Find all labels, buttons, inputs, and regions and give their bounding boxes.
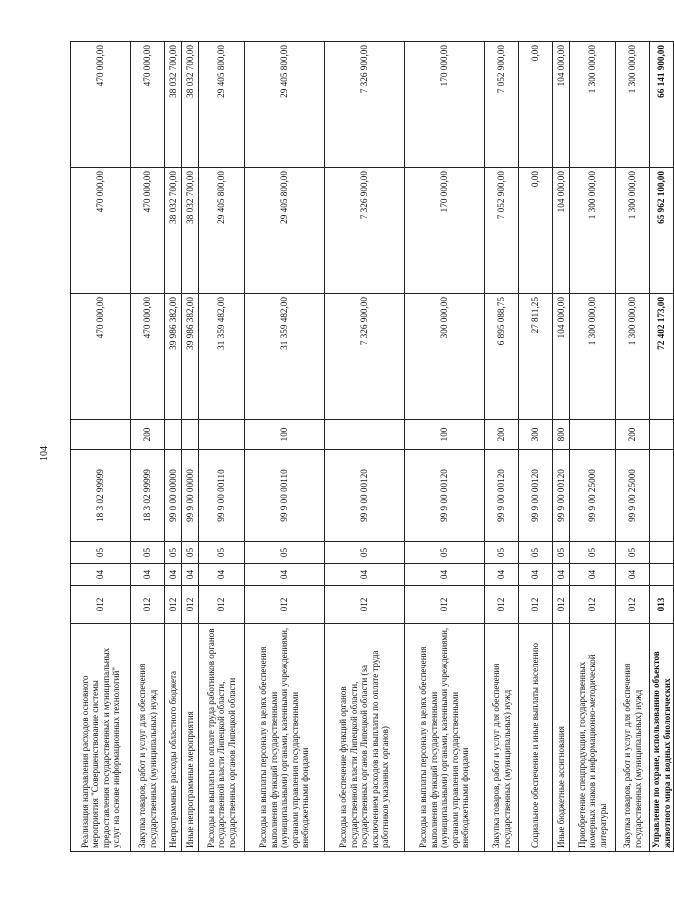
expense-name-cell: Закупка товаров, работ и услуг для обеспечения государственных (муниципальных) нужд — [131, 624, 165, 852]
section-code-cell: 04 — [519, 564, 553, 586]
table-row — [131, 42, 165, 852]
expense-type-cell — [71, 420, 131, 450]
amount-year1-cell: 27 811,25 — [519, 294, 553, 420]
target-article-cell: 99 9 00 00110 — [245, 450, 325, 542]
target-article-cell: 99 0 00 00000 — [165, 450, 182, 542]
table-row — [519, 42, 553, 852]
expense-name-cell: Закупка товаров, работ и услуг для обеспечения государственных (муниципальных) нужд — [616, 624, 650, 852]
ministry-code-cell: 012 — [131, 586, 165, 624]
amount-year1-cell: 470 000,00 — [71, 294, 131, 420]
amount-year3-cell: 170 000,00 — [405, 42, 485, 168]
target-article-cell: 99 9 00 00120 — [485, 450, 519, 542]
section-code-cell: 04 — [165, 564, 182, 586]
expense-type-cell: 300 — [519, 420, 553, 450]
table-row — [199, 42, 245, 852]
amount-year3-cell: 38 032 700,00 — [165, 42, 182, 168]
subsection-code-cell: 05 — [570, 542, 616, 564]
expense-type-cell: 100 — [245, 420, 325, 450]
amount-year3-cell: 29 405 800,00 — [199, 42, 245, 168]
table-row — [245, 42, 325, 852]
expense-name-cell: Приобретение спецпродукции, государственных номерных знаков и информационно-методической литературы — [570, 624, 616, 852]
expense-type-cell — [165, 420, 182, 450]
subsection-code-cell: 05 — [325, 542, 405, 564]
table-row — [182, 42, 199, 852]
rotated-page-content — [70, 42, 672, 852]
expense-name-cell: Непрограммные расходы областного бюджета — [165, 624, 182, 852]
amount-year3-cell: 470 000,00 — [71, 42, 131, 168]
expense-name-cell: Реализация направления расходов основного мероприятия "Совершенствование системы предоставления государственных и муниципальных услуг на основе информационных технологий" — [71, 624, 131, 852]
table-row — [325, 42, 405, 852]
subsection-code-cell: 05 — [199, 542, 245, 564]
section-code-cell: 04 — [199, 564, 245, 586]
amount-year2-cell: 7 052 900,00 — [485, 168, 519, 294]
expense-type-cell — [182, 420, 199, 450]
amount-year2-cell: 470 000,00 — [71, 168, 131, 294]
amount-year3-cell: 7 052 900,00 — [485, 42, 519, 168]
expense-type-cell: 100 — [405, 420, 485, 450]
expense-type-cell: 200 — [616, 420, 650, 450]
ministry-code-cell: 013 — [650, 586, 674, 624]
ministry-code-cell: 012 — [199, 586, 245, 624]
amount-year1-cell: 300 000,00 — [405, 294, 485, 420]
amount-year1-cell: 31 359 482,00 — [245, 294, 325, 420]
expense-type-cell — [570, 420, 616, 450]
target-article-cell: 18 3 02 99999 — [71, 450, 131, 542]
expense-name-cell: Расходы на выплаты персоналу в целях обеспечения выполнения функций государственными (муниципальными) органами, казенными учреждениями, органами управления государственными внебюджетными фондами — [245, 624, 325, 852]
amount-year3-cell: 29 405 800,00 — [245, 42, 325, 168]
target-article-cell — [650, 450, 674, 542]
amount-year1-cell: 104 000,00 — [553, 294, 570, 420]
section-code-cell: 04 — [570, 564, 616, 586]
target-article-cell: 99 9 00 25000 — [616, 450, 650, 542]
ministry-code-cell: 012 — [182, 586, 199, 624]
amount-year1-cell: 1 300 000,00 — [570, 294, 616, 420]
amount-year1-cell: 39 986 382,00 — [182, 294, 199, 420]
subsection-code-cell: 05 — [165, 542, 182, 564]
section-code-cell: 04 — [71, 564, 131, 586]
amount-year3-cell: 1 300 000,00 — [570, 42, 616, 168]
amount-year1-cell: 1 300 000,00 — [616, 294, 650, 420]
subsection-code-cell — [650, 542, 674, 564]
amount-year1-cell: 6 895 088,75 — [485, 294, 519, 420]
amount-year3-cell: 0,00 — [519, 42, 553, 168]
table-row — [616, 42, 650, 852]
expense-name-cell: Иные бюджетные ассигнования — [553, 624, 570, 852]
expense-type-cell — [650, 420, 674, 450]
amount-year2-cell: 29 405 800,00 — [245, 168, 325, 294]
subsection-code-cell: 05 — [245, 542, 325, 564]
target-article-cell: 99 9 00 25000 — [570, 450, 616, 542]
expense-name-cell: Закупка товаров, работ и услуг для обеспечения государственных (муниципальных) нужд — [485, 624, 519, 852]
subsection-code-cell: 05 — [519, 542, 553, 564]
ministry-code-cell: 012 — [570, 586, 616, 624]
amount-year3-cell: 7 326 900,00 — [325, 42, 405, 168]
expense-type-cell: 200 — [131, 420, 165, 450]
subsection-code-cell: 05 — [616, 542, 650, 564]
target-article-cell: 99 9 00 00120 — [553, 450, 570, 542]
ministry-code-cell: 012 — [616, 586, 650, 624]
table-row — [485, 42, 519, 852]
subsection-code-cell: 05 — [182, 542, 199, 564]
ministry-code-cell: 012 — [325, 586, 405, 624]
amount-year3-cell: 66 141 900,00 — [650, 42, 674, 168]
ministry-code-cell: 012 — [519, 586, 553, 624]
table-row — [71, 42, 131, 852]
section-code-cell: 04 — [553, 564, 570, 586]
section-code-cell — [650, 564, 674, 586]
table-row — [650, 42, 674, 852]
amount-year2-cell: 0,00 — [519, 168, 553, 294]
table-row — [553, 42, 570, 852]
table-row — [165, 42, 182, 852]
page-number: 104 — [39, 446, 50, 462]
expense-type-cell: 200 — [485, 420, 519, 450]
target-article-cell: 99 9 00 00120 — [325, 450, 405, 542]
ministry-code-cell: 012 — [71, 586, 131, 624]
expense-name-cell: Расходы на выплаты по оплате труда работников органов государственной власти Липецкой области, государственных органов Липецкой области — [199, 624, 245, 852]
target-article-cell: 18 3 02 99999 — [131, 450, 165, 542]
expense-name-cell: Управление по охране, использованию объектов животного мира и водных биологических — [650, 624, 674, 852]
expense-type-cell: 800 — [553, 420, 570, 450]
budget-table — [70, 41, 674, 852]
target-article-cell: 99 9 00 00120 — [405, 450, 485, 542]
expense-type-cell — [199, 420, 245, 450]
subsection-code-cell: 05 — [71, 542, 131, 564]
section-code-cell: 04 — [131, 564, 165, 586]
section-code-cell: 04 — [405, 564, 485, 586]
amount-year2-cell: 470 000,00 — [131, 168, 165, 294]
target-article-cell: 99 9 00 00110 — [199, 450, 245, 542]
amount-year2-cell: 104 000,00 — [553, 168, 570, 294]
expense-type-cell — [325, 420, 405, 450]
section-code-cell: 04 — [325, 564, 405, 586]
amount-year1-cell: 31 359 482,00 — [199, 294, 245, 420]
section-code-cell: 04 — [245, 564, 325, 586]
expense-name-cell: Иные непрограммные мероприятия — [182, 624, 199, 852]
ministry-code-cell: 012 — [165, 586, 182, 624]
expense-name-cell: Социальное обеспечение и иные выплаты населению — [519, 624, 553, 852]
table-body — [71, 42, 674, 852]
amount-year2-cell: 1 300 000,00 — [616, 168, 650, 294]
target-article-cell: 99 9 00 00120 — [519, 450, 553, 542]
ministry-code-cell: 012 — [553, 586, 570, 624]
ministry-code-cell: 012 — [245, 586, 325, 624]
amount-year2-cell: 7 326 900,00 — [325, 168, 405, 294]
section-code-cell: 04 — [485, 564, 519, 586]
amount-year3-cell: 104 000,00 — [553, 42, 570, 168]
amount-year2-cell: 38 032 700,00 — [165, 168, 182, 294]
rotated-table-container — [70, 42, 672, 852]
amount-year1-cell: 7 326 900,00 — [325, 294, 405, 420]
amount-year2-cell: 65 962 100,00 — [650, 168, 674, 294]
subsection-code-cell: 05 — [553, 542, 570, 564]
section-code-cell: 04 — [182, 564, 199, 586]
target-article-cell: 99 9 00 00000 — [182, 450, 199, 542]
subsection-code-cell: 05 — [131, 542, 165, 564]
ministry-code-cell: 012 — [485, 586, 519, 624]
subsection-code-cell: 05 — [405, 542, 485, 564]
amount-year1-cell: 470 000,00 — [131, 294, 165, 420]
amount-year2-cell: 1 300 000,00 — [570, 168, 616, 294]
expense-name-cell: Расходы на выплаты персоналу в целях обеспечения выполнения функций государственными (муниципальными) органами, казенными учреждениями, органами управления государственными внебюджетными фондами — [405, 624, 485, 852]
amount-year1-cell: 72 402 173,00 — [650, 294, 674, 420]
amount-year1-cell: 39 986 382,00 — [165, 294, 182, 420]
section-code-cell: 04 — [616, 564, 650, 586]
expense-name-cell: Расходы на обеспечение функций органов государственной власти Липецкой области, государственных органов Липецкой области (за исключением расходов на выплаты по оплате труда работников указанных органов) — [325, 624, 405, 852]
amount-year3-cell: 1 300 000,00 — [616, 42, 650, 168]
amount-year3-cell: 470 000,00 — [131, 42, 165, 168]
amount-year2-cell: 29 405 800,00 — [199, 168, 245, 294]
table-row — [570, 42, 616, 852]
amount-year2-cell: 170 000,00 — [405, 168, 485, 294]
ministry-code-cell: 012 — [405, 586, 485, 624]
amount-year2-cell: 38 032 700,00 — [182, 168, 199, 294]
table-row — [405, 42, 485, 852]
subsection-code-cell: 05 — [485, 542, 519, 564]
amount-year3-cell: 38 032 700,00 — [182, 42, 199, 168]
